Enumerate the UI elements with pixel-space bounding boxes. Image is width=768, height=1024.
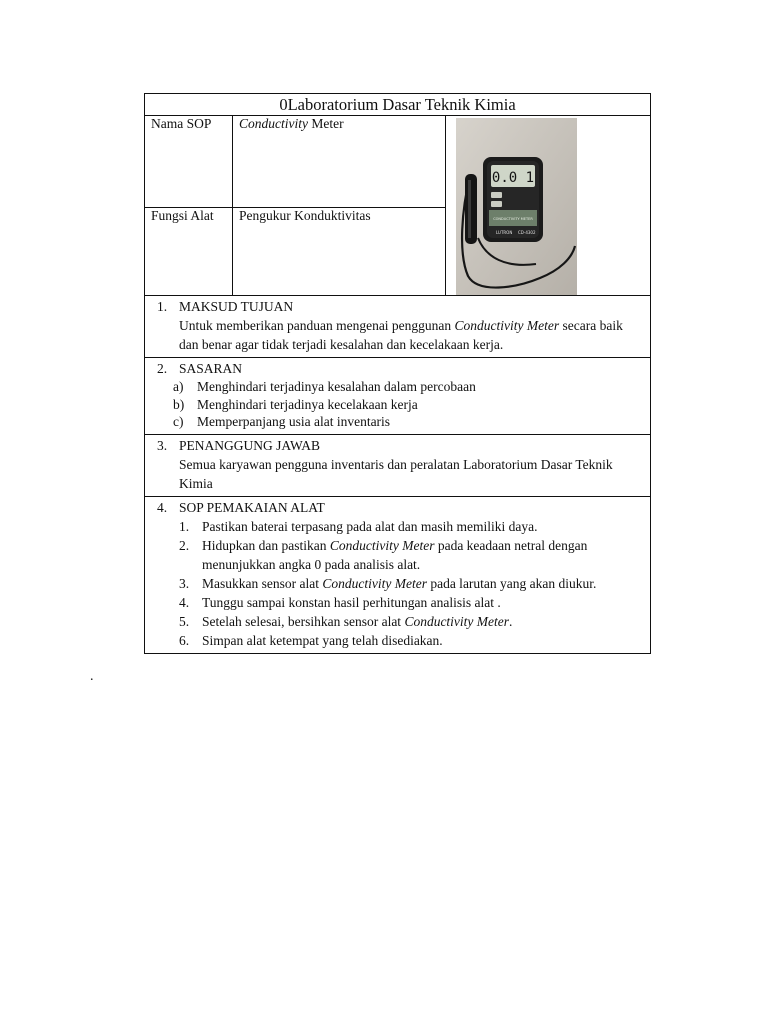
nama-sop-value-rest: Meter xyxy=(307,116,344,131)
conductivity-meter-photo xyxy=(456,118,577,296)
section-number: 2. xyxy=(157,361,168,376)
list-text: Menghindari terjadinya kecelakaan kerja xyxy=(197,396,418,412)
step-text: Tunggu sampai konstan hasil perhitungan analisis alat . xyxy=(202,594,501,610)
list-item xyxy=(145,631,650,650)
list-item xyxy=(145,612,650,631)
step-text: Simpan alat ketempat yang telah disediakan. xyxy=(202,632,443,648)
section-sop-pemakaian-alat xyxy=(145,496,650,653)
list-marker: 2. xyxy=(179,537,190,553)
list-marker: 3. xyxy=(179,575,190,591)
section-title: MAKSUD TUJUAN xyxy=(179,299,294,314)
section-heading xyxy=(145,297,650,316)
section-number: 4. xyxy=(157,499,168,515)
list-text: Menghindari terjadinya kesalahan dalam percobaan xyxy=(197,379,476,394)
body-text: Untuk memberikan panduan mengenai penggunan xyxy=(179,318,455,333)
body-text-italic: Conductivity Meter xyxy=(454,318,560,333)
list-item xyxy=(145,593,650,612)
section-sasaran xyxy=(145,357,650,434)
list-item xyxy=(145,413,650,431)
section-body xyxy=(145,316,650,354)
list-marker: 1. xyxy=(179,518,190,534)
section-maksud-tujuan xyxy=(145,295,650,357)
section-title: PENANGGUNG JAWAB xyxy=(179,437,321,453)
step-text-italic: Conductivity Meter xyxy=(329,537,435,553)
step-text: Masukkan sensor alat xyxy=(202,575,323,591)
info-block xyxy=(145,115,650,295)
body-text-end: secara baik dan benar agar tidak terjadi kesalahan dan kecelakaan kerja. xyxy=(179,318,623,352)
list-text: Memperpanjang usia alat inventaris xyxy=(197,414,391,429)
list-marker: a) xyxy=(173,379,184,394)
list-marker: 4. xyxy=(179,594,190,610)
step-text-italic: Conductivity Meter xyxy=(404,613,510,629)
sop-table xyxy=(144,93,651,654)
document-title: 0Laboratorium Dasar Teknik Kimia xyxy=(279,95,516,114)
list-item xyxy=(145,396,650,414)
device-label-text: CONDUCTIVITY METER xyxy=(493,217,533,221)
conductivity-meter-illustration xyxy=(456,118,577,296)
lcd-reading: 0.0 1 xyxy=(491,170,535,186)
fungsi-alat-label: Fungsi Alat xyxy=(151,208,214,223)
list-marker: c) xyxy=(173,414,184,429)
section-body: Semua karyawan pengguna inventaris dan peralatan Laboratorium Dasar Teknik Kimia xyxy=(179,456,613,491)
section-number: 1. xyxy=(157,299,168,314)
sop-steps-list xyxy=(145,517,650,650)
list-marker: 6. xyxy=(179,632,190,648)
list-marker: 5. xyxy=(179,613,190,629)
nama-sop-value xyxy=(233,116,445,208)
nama-sop-value-italic: Conductivity xyxy=(239,116,308,131)
step-text-end: pada larutan yang akan diukur. xyxy=(426,575,597,591)
step-text-italic: Conductivity Meter xyxy=(322,575,427,591)
sasaran-list xyxy=(145,378,650,431)
section-title: SOP PEMAKAIAN ALAT xyxy=(179,499,325,515)
list-item xyxy=(145,536,650,574)
list-item xyxy=(145,517,650,536)
model-text: CD-4302 xyxy=(518,230,536,235)
list-marker: b) xyxy=(173,396,185,412)
step-text: Setelah selesai, bersihkan sensor alat xyxy=(202,613,405,629)
device-photo-cell xyxy=(446,116,652,295)
value-column xyxy=(233,116,446,295)
list-item xyxy=(145,378,650,396)
fungsi-alat-value: Pengukur Konduktivitas xyxy=(239,208,371,223)
section-heading xyxy=(145,359,650,378)
step-text: Pastikan baterai terpasang pada alat dan masih memiliki daya. xyxy=(202,518,538,534)
section-heading xyxy=(145,498,650,517)
step-text: Hidupkan dan pastikan xyxy=(202,537,330,553)
brand-text: LUTRON xyxy=(496,230,513,235)
section-penanggung-jawab xyxy=(145,434,650,496)
step-text-end: . xyxy=(509,613,513,629)
section-heading xyxy=(145,436,650,455)
section-title: SASARAN xyxy=(179,361,243,376)
step-text-end: pada keadaan netral dengan menunjukkan angka 0 pada analisis alat. xyxy=(202,537,588,572)
footer-mark: . xyxy=(90,669,94,684)
nama-sop-label: Nama SOP xyxy=(145,116,232,208)
label-column xyxy=(145,116,233,295)
list-item xyxy=(145,574,650,593)
section-number: 3. xyxy=(157,437,168,453)
